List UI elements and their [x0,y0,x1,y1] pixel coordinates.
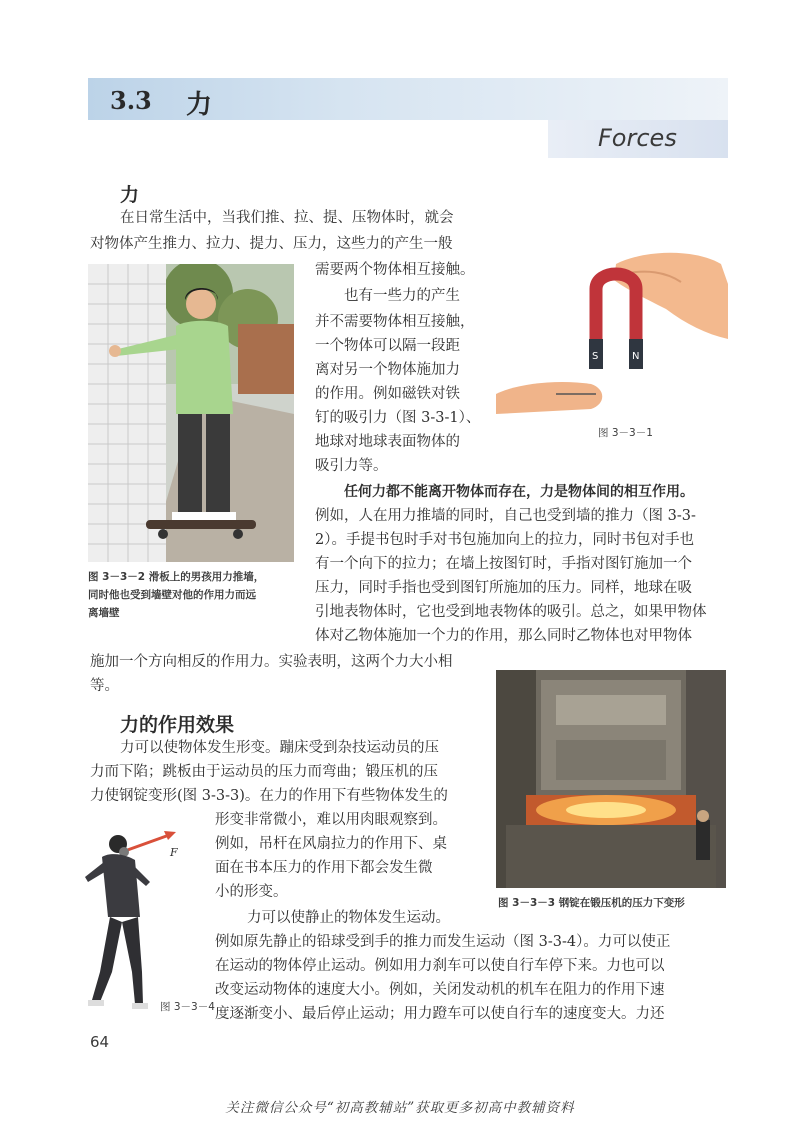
figure-3-3-2 [88,264,294,562]
paragraph-line: 在日常生活中，当我们推、拉、提、压物体时，就会 [120,210,454,226]
paragraph-line: 引地表物体时，它也受到地表物体的吸引。总之，如果甲物体 [315,604,707,620]
paragraph-line: 例如原先静止的铅球受到手的推力而发生运动（图 3-3-4）。力可以使正 [215,934,671,950]
paragraph-line: 吸引力等。 [315,458,388,474]
figure-3-3-2-caption-line: 同时他也受到墙壁对他的作用力而远 [88,589,256,601]
paragraph-line: 力而下陷；跳板由于运动员的压力而弯曲；锻压机的压 [90,764,438,780]
paragraph-line: 改变运动物体的速度大小。例如，关闭发动机的机车在阻力的作用下速 [215,982,665,998]
page-number: 64 [90,1033,110,1051]
paragraph-line: 体对乙物体施加一个力的作用，那么同时乙物体也对甲物体 [315,628,692,644]
paragraph-line: 例如，人在用力推墙的同时，自己也受到墙的推力（图 3-3- [315,508,696,524]
paragraph-line: 面在书本压力的作用下都会发生微 [215,860,433,876]
section-title-band [88,78,728,120]
paragraph-line: 在运动的物体停止运动。例如用力刹车可以使自行车停下来。力也可以 [215,958,665,974]
paragraph-line: 施加一个方向相反的作用力。实验表明，这两个力大小相 [90,654,453,670]
figure-3-3-4 [80,822,210,1012]
figure-3-3-2-caption-line: 离墙壁 [88,607,120,619]
paragraph-line: 力可以使物体发生形变。蹦床受到杂技运动员的压 [120,740,439,756]
paragraph-line: 力使钢锭变形(图 3-3-3)。在力的作用下有些物体发生的 [90,788,448,804]
section-title: 力 [186,90,213,120]
paragraph-line: 小的形变。 [215,884,288,900]
footer-note: 关注微信公众号“初高教辅站”获取更多初高中教辅资料 [225,1100,575,1116]
paragraph-line: 形变非常微小，难以用肉眼观察到。 [215,812,447,828]
key-statement: 任何力都不能离开物体而存在，力是物体间的相互作用。 [344,484,694,500]
force-label-f: F [170,846,178,859]
magnet-pole-n: N [632,351,640,362]
paragraph-line: 也有一些力的产生 [344,288,460,304]
paragraph-line: 等。 [90,678,119,694]
figure-3-3-2-caption-line: 图 3－3－2 滑板上的男孩用力推墙， [88,571,265,583]
paragraph-line: 需要两个物体相互接触。 [315,262,475,278]
paragraph-line: 2）。手提书包时手对书包施加向上的拉力，同时书包对手也 [315,532,694,548]
paragraph-line: 地球对地球表面物体的 [315,434,460,450]
paragraph-line: 离对另一个物体施加力 [315,362,460,378]
paragraph-line: 并不需要物体相互接触， [315,314,475,330]
paragraph-line: 的作用。例如磁铁对铁 [315,386,460,402]
magnet-hand-image [496,244,728,420]
paragraph-line: 钉的吸引力（图 3-3-1）、 [315,410,481,426]
boy-pushing-wall-image [88,264,294,562]
magnet-pole-s: S [592,351,599,362]
figure-3-3-1 [496,244,728,420]
force-heading: 力 [120,184,140,206]
section-number: 3.3 [110,86,152,115]
paragraph-line: 有一个向下的拉力；在墙上按图钉时，手指对图钉施加一个 [315,556,692,572]
figure-3-3-4-caption: 图 3－3－4 [160,1001,215,1013]
paragraph-line: 对物体产生推力、拉力、提力、压力，这些力的产生一般 [90,236,453,252]
figure-3-3-3-caption: 图 3－3－3 钢锭在锻压机的压力下变形 [498,897,685,909]
paragraph-line: 一个物体可以隔一段距 [315,338,460,354]
paragraph-line: 力可以使静止的物体发生运动。 [247,910,450,926]
figure-3-3-1-caption: 图 3－3－1 [598,427,653,439]
effect-heading: 力的作用效果 [120,714,235,736]
english-title: Forces [598,124,677,152]
forging-press-image [496,670,726,888]
figure-3-3-3 [496,670,726,888]
paragraph-line: 例如，吊杆在风扇拉力的作用下、桌 [215,836,447,852]
paragraph-line: 度逐渐变小、最后停止运动；用力蹬车可以使自行车的速度变大。力还 [215,1006,665,1022]
paragraph-line: 压力，同时手指也受到图钉所施加的压力。同样，地球在吸 [315,580,692,596]
shot-put-image [80,822,210,1012]
